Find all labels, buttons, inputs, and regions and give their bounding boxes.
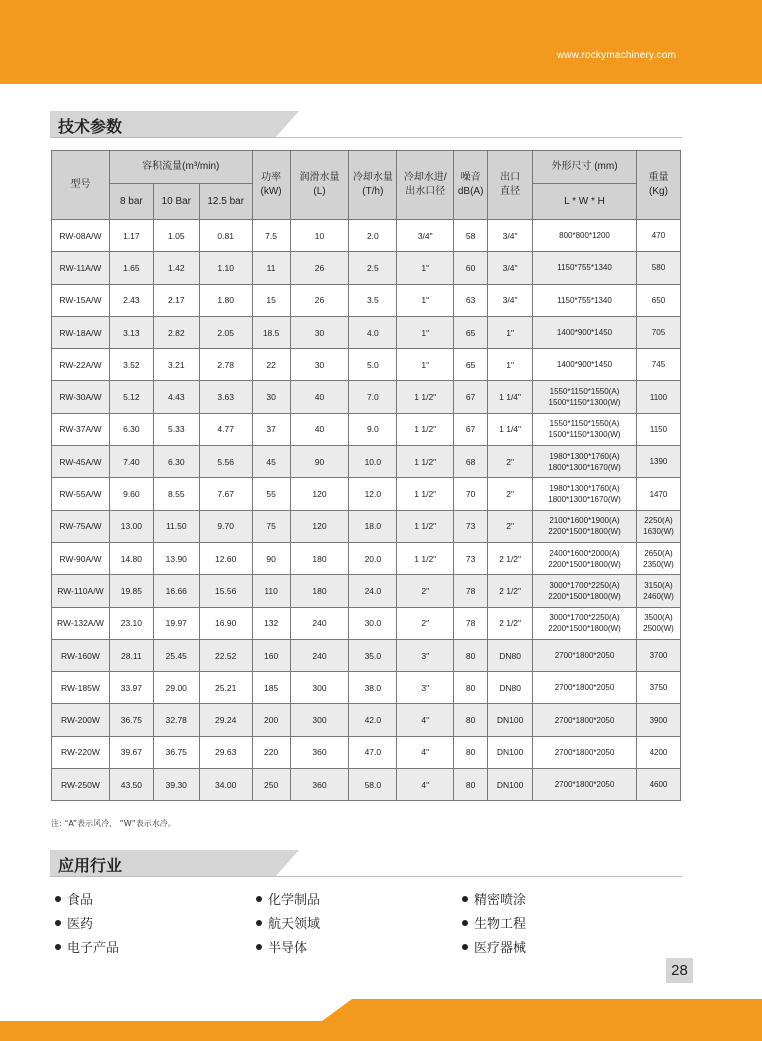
cell-flow-10: 2.82 [153, 316, 199, 348]
cell-water-inout: 3" [397, 639, 454, 671]
cell-dimensions: 1400*900*1450 [533, 349, 637, 381]
industries-column-3 [462, 891, 526, 963]
cell-noise: 78 [454, 575, 488, 607]
cell-lube: 90 [290, 446, 349, 478]
cell-outlet: 3/4" [488, 284, 533, 316]
cell-noise: 80 [454, 769, 488, 801]
cell-flow-10: 32.78 [153, 704, 199, 736]
cell-model: RW-200W [52, 704, 110, 736]
table-row [52, 220, 681, 252]
cell-flow-8: 9.60 [109, 478, 153, 510]
cell-outlet: 3/4" [488, 220, 533, 252]
cell-weight: 745 [636, 349, 680, 381]
cell-dimensions: 800*800*1200 [533, 220, 637, 252]
cell-lube: 180 [290, 575, 349, 607]
cell-flow-125: 2.05 [199, 316, 252, 348]
cell-weight: 2650(A) 2350(W) [636, 542, 680, 574]
cell-water-inout: 1" [397, 284, 454, 316]
cell-flow-10: 39.30 [153, 769, 199, 801]
bullet-icon [462, 944, 468, 950]
cell-dimensions: 2700*1800*2050 [533, 769, 637, 801]
bottom-banner [0, 997, 762, 1041]
cell-noise: 65 [454, 349, 488, 381]
cell-power: 250 [252, 769, 290, 801]
cell-water-inout: 1" [397, 316, 454, 348]
bullet-icon [256, 944, 262, 950]
cell-flow-8: 39.67 [109, 736, 153, 768]
header-model: 型号 [52, 151, 110, 220]
cell-model: RW-220W [52, 736, 110, 768]
cell-noise: 67 [454, 381, 488, 413]
header-dimensions-sub: L * W * H [533, 184, 637, 220]
table-row [52, 672, 681, 704]
cell-model: RW-250W [52, 769, 110, 801]
cell-noise: 63 [454, 284, 488, 316]
cell-water-inout: 1" [397, 349, 454, 381]
cell-power: 45 [252, 446, 290, 478]
cell-model: RW-45A/W [52, 446, 110, 478]
table-row [52, 575, 681, 607]
header-weight: 重量 (Kg) [636, 151, 680, 220]
header-cooling-water: 冷却水量 (T/h) [349, 151, 397, 220]
table-row [52, 704, 681, 736]
cell-model: RW-110A/W [52, 575, 110, 607]
cell-cooling: 42.0 [349, 704, 397, 736]
cell-flow-125: 16.90 [199, 607, 252, 639]
cell-flow-8: 33.97 [109, 672, 153, 704]
cell-flow-125: 4.77 [199, 413, 252, 445]
bullet-icon [55, 896, 61, 902]
table-row [52, 381, 681, 413]
cell-noise: 70 [454, 478, 488, 510]
cell-outlet: 2" [488, 446, 533, 478]
cell-weight: 650 [636, 284, 680, 316]
cell-water-inout: 1 1/2" [397, 446, 454, 478]
cell-flow-10: 1.05 [153, 220, 199, 252]
cell-flow-8: 28.11 [109, 639, 153, 671]
cell-dimensions: 1550*1150*1550(A) 1500*1150*1300(W) [533, 413, 637, 445]
cell-lube: 30 [290, 316, 349, 348]
cell-model: RW-11A/W [52, 252, 110, 284]
cell-cooling: 38.0 [349, 672, 397, 704]
cell-flow-125: 29.63 [199, 736, 252, 768]
cell-flow-125: 9.70 [199, 510, 252, 542]
table-row [52, 413, 681, 445]
list-item: 生物工程 [462, 915, 526, 939]
cell-weight: 1470 [636, 478, 680, 510]
cell-flow-125: 22.52 [199, 639, 252, 671]
table-row [52, 349, 681, 381]
industries-column-1 [55, 891, 119, 963]
cell-flow-10: 4.43 [153, 381, 199, 413]
cell-noise: 80 [454, 672, 488, 704]
cell-noise: 80 [454, 704, 488, 736]
cell-lube: 120 [290, 510, 349, 542]
cell-flow-8: 7.40 [109, 446, 153, 478]
cell-flow-10: 2.17 [153, 284, 199, 316]
list-item: 化学制品 [256, 891, 320, 915]
cell-flow-10: 8.55 [153, 478, 199, 510]
cell-outlet: 2 1/2" [488, 542, 533, 574]
table-row [52, 446, 681, 478]
cell-flow-8: 6.30 [109, 413, 153, 445]
cell-power: 200 [252, 704, 290, 736]
cell-model: RW-90A/W [52, 542, 110, 574]
header-outlet: 出口 直径 [488, 151, 533, 220]
cell-power: 7.5 [252, 220, 290, 252]
header-water-inout: 冷却水进/ 出水口径 [397, 151, 454, 220]
cell-dimensions: 3000*1700*2250(A) 2200*1500*1800(W) [533, 607, 637, 639]
cell-water-inout: 2" [397, 575, 454, 607]
cell-flow-8: 1.17 [109, 220, 153, 252]
cell-flow-8: 43.50 [109, 769, 153, 801]
cell-power: 22 [252, 349, 290, 381]
cell-water-inout: 4" [397, 736, 454, 768]
cell-cooling: 35.0 [349, 639, 397, 671]
cell-dimensions: 1150*755*1340 [533, 252, 637, 284]
cell-dimensions: 1980*1300*1760(A) 1800*1300*1670(W) [533, 446, 637, 478]
cell-model: RW-30A/W [52, 381, 110, 413]
cell-lube: 360 [290, 736, 349, 768]
list-item: 食品 [55, 891, 119, 915]
cell-dimensions: 1980*1300*1760(A) 1800*1300*1670(W) [533, 478, 637, 510]
website-url: www.rockymachinery.com [556, 50, 676, 61]
cell-lube: 300 [290, 672, 349, 704]
cell-water-inout: 2" [397, 607, 454, 639]
bullet-icon [256, 896, 262, 902]
cell-outlet: 2" [488, 478, 533, 510]
table-row [52, 769, 681, 801]
cell-flow-8: 3.52 [109, 349, 153, 381]
cell-power: 15 [252, 284, 290, 316]
cell-outlet: DN80 [488, 639, 533, 671]
cell-flow-8: 1.65 [109, 252, 153, 284]
cell-dimensions: 1400*900*1450 [533, 316, 637, 348]
cell-lube: 10 [290, 220, 349, 252]
cell-dimensions: 2400*1600*2000(A) 2200*1500*1800(W) [533, 542, 637, 574]
cell-power: 37 [252, 413, 290, 445]
cell-weight: 580 [636, 252, 680, 284]
cell-noise: 68 [454, 446, 488, 478]
cell-noise: 73 [454, 542, 488, 574]
cell-model: RW-185W [52, 672, 110, 704]
table-note: 注: “A”表示风冷， “W”表示水冷。 [51, 819, 176, 828]
cell-weight: 1390 [636, 446, 680, 478]
list-item: 精密喷涂 [462, 891, 526, 915]
bullet-icon [462, 896, 468, 902]
cell-flow-10: 29.00 [153, 672, 199, 704]
cell-noise: 65 [454, 316, 488, 348]
table-row [52, 736, 681, 768]
cell-noise: 80 [454, 639, 488, 671]
table-row [52, 542, 681, 574]
cell-water-inout: 3" [397, 672, 454, 704]
list-item: 医疗器械 [462, 939, 526, 963]
cell-flow-8: 23.10 [109, 607, 153, 639]
table-row [52, 252, 681, 284]
list-item: 电子产品 [55, 939, 119, 963]
cell-weight: 3150(A) 2460(W) [636, 575, 680, 607]
cell-outlet: 1" [488, 349, 533, 381]
cell-weight: 3500(A) 2500(W) [636, 607, 680, 639]
cell-water-inout: 1 1/2" [397, 413, 454, 445]
cell-weight: 470 [636, 220, 680, 252]
cell-water-inout: 3/4" [397, 220, 454, 252]
table-row [52, 478, 681, 510]
cell-flow-8: 3.13 [109, 316, 153, 348]
cell-flow-10: 36.75 [153, 736, 199, 768]
cell-noise: 80 [454, 736, 488, 768]
header-flow-8: 8 bar [109, 184, 153, 220]
cell-lube: 360 [290, 769, 349, 801]
table-row [52, 607, 681, 639]
cell-weight: 4600 [636, 769, 680, 801]
cell-cooling: 9.0 [349, 413, 397, 445]
cell-cooling: 20.0 [349, 542, 397, 574]
table-row [52, 510, 681, 542]
cell-water-inout: 1" [397, 252, 454, 284]
cell-dimensions: 2700*1800*2050 [533, 672, 637, 704]
cell-lube: 240 [290, 607, 349, 639]
specs-section-header [50, 111, 682, 138]
cell-noise: 60 [454, 252, 488, 284]
cell-flow-10: 25.45 [153, 639, 199, 671]
cell-lube: 180 [290, 542, 349, 574]
table-row [52, 316, 681, 348]
cell-lube: 300 [290, 704, 349, 736]
cell-cooling: 24.0 [349, 575, 397, 607]
cell-power: 132 [252, 607, 290, 639]
cell-flow-8: 2.43 [109, 284, 153, 316]
cell-model: RW-55A/W [52, 478, 110, 510]
cell-model: RW-08A/W [52, 220, 110, 252]
header-flow-10: 10 Bar [153, 184, 199, 220]
table-row [52, 639, 681, 671]
header-dimensions: 外形尺寸 (mm) [533, 151, 637, 184]
cell-dimensions: 2700*1800*2050 [533, 736, 637, 768]
table-row [52, 284, 681, 316]
cell-water-inout: 4" [397, 704, 454, 736]
cell-dimensions: 3000*1700*2250(A) 2200*1500*1800(W) [533, 575, 637, 607]
cell-lube: 30 [290, 349, 349, 381]
cell-flow-125: 1.80 [199, 284, 252, 316]
header-noise: 噪音 dB(A) [454, 151, 488, 220]
cell-flow-8: 19.85 [109, 575, 153, 607]
cell-cooling: 2.0 [349, 220, 397, 252]
cell-power: 55 [252, 478, 290, 510]
cell-flow-10: 3.21 [153, 349, 199, 381]
cell-flow-125: 2.78 [199, 349, 252, 381]
cell-dimensions: 2100*1600*1900(A) 2200*1500*1800(W) [533, 510, 637, 542]
specs-section-title: 技术参数 [58, 117, 123, 136]
cell-flow-125: 3.63 [199, 381, 252, 413]
cell-dimensions: 2700*1800*2050 [533, 704, 637, 736]
cell-flow-8: 14.80 [109, 542, 153, 574]
top-banner [0, 0, 762, 84]
cell-flow-10: 13.90 [153, 542, 199, 574]
page-number: 28 [666, 958, 693, 983]
cell-cooling: 18.0 [349, 510, 397, 542]
cell-noise: 67 [454, 413, 488, 445]
cell-cooling: 12.0 [349, 478, 397, 510]
list-item: 半导体 [256, 939, 320, 963]
cell-dimensions: 1550*1150*1550(A) 1500*1150*1300(W) [533, 381, 637, 413]
cell-cooling: 7.0 [349, 381, 397, 413]
cell-water-inout: 1 1/2" [397, 542, 454, 574]
cell-flow-10: 11.50 [153, 510, 199, 542]
cell-model: RW-75A/W [52, 510, 110, 542]
cell-model: RW-37A/W [52, 413, 110, 445]
cell-flow-125: 1.10 [199, 252, 252, 284]
cell-weight: 3700 [636, 639, 680, 671]
cell-flow-8: 13.00 [109, 510, 153, 542]
cell-water-inout: 1 1/2" [397, 478, 454, 510]
cell-cooling: 10.0 [349, 446, 397, 478]
cell-power: 110 [252, 575, 290, 607]
cell-flow-10: 16.66 [153, 575, 199, 607]
cell-model: RW-18A/W [52, 316, 110, 348]
header-lube-oil: 润滑水量 (L) [290, 151, 349, 220]
cell-flow-125: 0.81 [199, 220, 252, 252]
cell-cooling: 2.5 [349, 252, 397, 284]
cell-model: RW-22A/W [52, 349, 110, 381]
cell-flow-8: 5.12 [109, 381, 153, 413]
industries-column-2 [256, 891, 320, 963]
cell-outlet: DN100 [488, 704, 533, 736]
cell-outlet: DN100 [488, 769, 533, 801]
cell-outlet: 2" [488, 510, 533, 542]
cell-weight: 1100 [636, 381, 680, 413]
cell-outlet: DN100 [488, 736, 533, 768]
cell-flow-10: 1.42 [153, 252, 199, 284]
cell-lube: 26 [290, 284, 349, 316]
cell-power: 18.5 [252, 316, 290, 348]
cell-water-inout: 4" [397, 769, 454, 801]
cell-power: 185 [252, 672, 290, 704]
cell-noise: 58 [454, 220, 488, 252]
cell-noise: 78 [454, 607, 488, 639]
cell-weight: 3900 [636, 704, 680, 736]
cell-model: RW-15A/W [52, 284, 110, 316]
cell-lube: 40 [290, 381, 349, 413]
header-flow: 容积流量(m³/min) [109, 151, 252, 184]
bullet-icon [462, 920, 468, 926]
cell-cooling: 4.0 [349, 316, 397, 348]
cell-dimensions: 1150*755*1340 [533, 284, 637, 316]
cell-cooling: 47.0 [349, 736, 397, 768]
cell-outlet: 1 1/4" [488, 413, 533, 445]
cell-outlet: 2 1/2" [488, 607, 533, 639]
list-item: 航天领域 [256, 915, 320, 939]
cell-outlet: 3/4" [488, 252, 533, 284]
cell-outlet: 2 1/2" [488, 575, 533, 607]
cell-flow-125: 25.21 [199, 672, 252, 704]
cell-weight: 2250(A) 1630(W) [636, 510, 680, 542]
bullet-icon [55, 944, 61, 950]
cell-power: 30 [252, 381, 290, 413]
cell-power: 75 [252, 510, 290, 542]
cell-weight: 1150 [636, 413, 680, 445]
cell-flow-10: 6.30 [153, 446, 199, 478]
cell-lube: 120 [290, 478, 349, 510]
cell-power: 220 [252, 736, 290, 768]
bullet-icon [256, 920, 262, 926]
cell-water-inout: 1 1/2" [397, 381, 454, 413]
cell-flow-125: 5.56 [199, 446, 252, 478]
cell-model: RW-160W [52, 639, 110, 671]
header-power: 功率 (kW) [252, 151, 290, 220]
cell-weight: 705 [636, 316, 680, 348]
list-item: 医药 [55, 915, 119, 939]
cell-cooling: 58.0 [349, 769, 397, 801]
cell-cooling: 5.0 [349, 349, 397, 381]
cell-lube: 26 [290, 252, 349, 284]
cell-flow-125: 12.60 [199, 542, 252, 574]
spec-table [51, 150, 681, 801]
cell-dimensions: 2700*1800*2050 [533, 639, 637, 671]
cell-flow-125: 15.56 [199, 575, 252, 607]
cell-flow-125: 34.00 [199, 769, 252, 801]
cell-flow-125: 7.67 [199, 478, 252, 510]
industries-section-header [50, 850, 682, 877]
cell-power: 90 [252, 542, 290, 574]
cell-lube: 40 [290, 413, 349, 445]
cell-outlet: DN80 [488, 672, 533, 704]
header-flow-125: 12.5 bar [199, 184, 252, 220]
cell-model: RW-132A/W [52, 607, 110, 639]
cell-flow-10: 19.97 [153, 607, 199, 639]
cell-power: 160 [252, 639, 290, 671]
industries-section-title: 应用行业 [58, 856, 123, 875]
bullet-icon [55, 920, 61, 926]
cell-cooling: 30.0 [349, 607, 397, 639]
cell-weight: 4200 [636, 736, 680, 768]
cell-water-inout: 1 1/2" [397, 510, 454, 542]
cell-outlet: 1 1/4" [488, 381, 533, 413]
cell-power: 11 [252, 252, 290, 284]
cell-noise: 73 [454, 510, 488, 542]
cell-weight: 3750 [636, 672, 680, 704]
cell-flow-125: 29.24 [199, 704, 252, 736]
cell-flow-8: 36.75 [109, 704, 153, 736]
cell-outlet: 1" [488, 316, 533, 348]
cell-cooling: 3.5 [349, 284, 397, 316]
cell-lube: 240 [290, 639, 349, 671]
cell-flow-10: 5.33 [153, 413, 199, 445]
